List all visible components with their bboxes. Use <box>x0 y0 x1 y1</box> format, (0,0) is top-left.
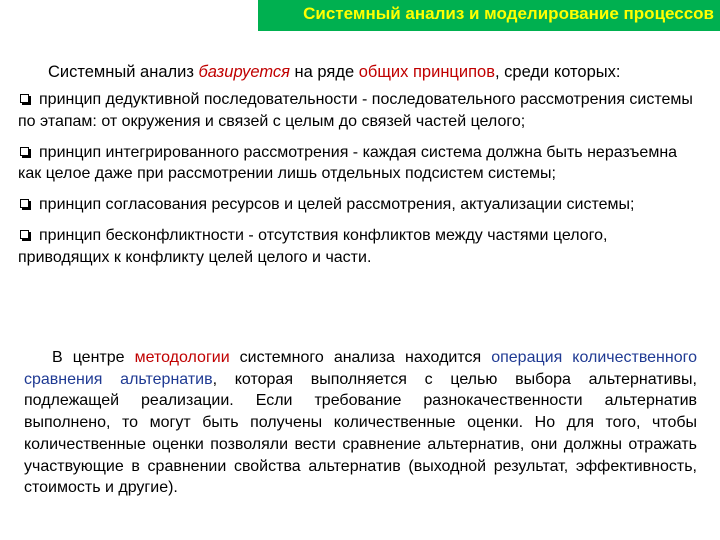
list-item <box>18 142 702 185</box>
list-item-text: принцип интегрированного рассмотрения - каждая система должна быть неразъемна как целое даже при рассмотрении лишь отдельных подсистем системы; <box>18 143 678 182</box>
checkbox-icon <box>20 230 29 239</box>
para-text-2: системного анализа находится <box>229 349 492 366</box>
list-item <box>18 89 702 132</box>
intro-text-1: Системный анализ <box>48 63 199 81</box>
para-text-1: В центре <box>52 349 135 366</box>
para-highlight-methodology: методологии <box>134 349 230 366</box>
para-text-3: , которая выполняется с целью выбора альтернативы, подлежащей реализации. Если требование разнокачественности альтернатив выполнено, то могут быть получены количественные оценки. Но для того, чтобы количественные оценки позволяли вести сравнение альтернатив, они должны отражать участвующие в сравнении свойства альтернатив (выходной результат, эффективность, стоимость и другие). <box>24 370 697 497</box>
intro-text-3: , среди которых: <box>494 63 621 81</box>
list-item-text: принцип дедуктивной последовательности - последовательного рассмотрения системы по этапам: от окружения и связей с целым до связей частей целого; <box>18 91 693 130</box>
list-item-text: принцип бесконфликтности - отсутствия конфликтов между частями целого, приводящих к конфликту целей целого и части. <box>18 227 608 266</box>
list-item-text: принцип согласования ресурсов и целей рассмотрения, актуализации системы; <box>39 196 635 213</box>
list-item <box>18 194 702 216</box>
para-highlight-operation: операция количественного сравнения альтернатив <box>24 349 698 388</box>
intro-line <box>48 63 620 82</box>
checkbox-icon <box>20 94 29 103</box>
list-item <box>18 225 702 268</box>
header-band <box>258 0 720 31</box>
methodology-paragraph <box>24 347 697 499</box>
checkbox-icon <box>20 147 29 156</box>
intro-emphasis-2: общих принципов <box>358 63 495 81</box>
checkbox-icon <box>20 199 29 208</box>
principles-list <box>18 89 702 278</box>
intro-emphasis: базируется <box>198 63 290 81</box>
page-title: Системный анализ и моделирование процессов <box>303 4 714 23</box>
intro-text-2: на ряде <box>289 63 359 81</box>
